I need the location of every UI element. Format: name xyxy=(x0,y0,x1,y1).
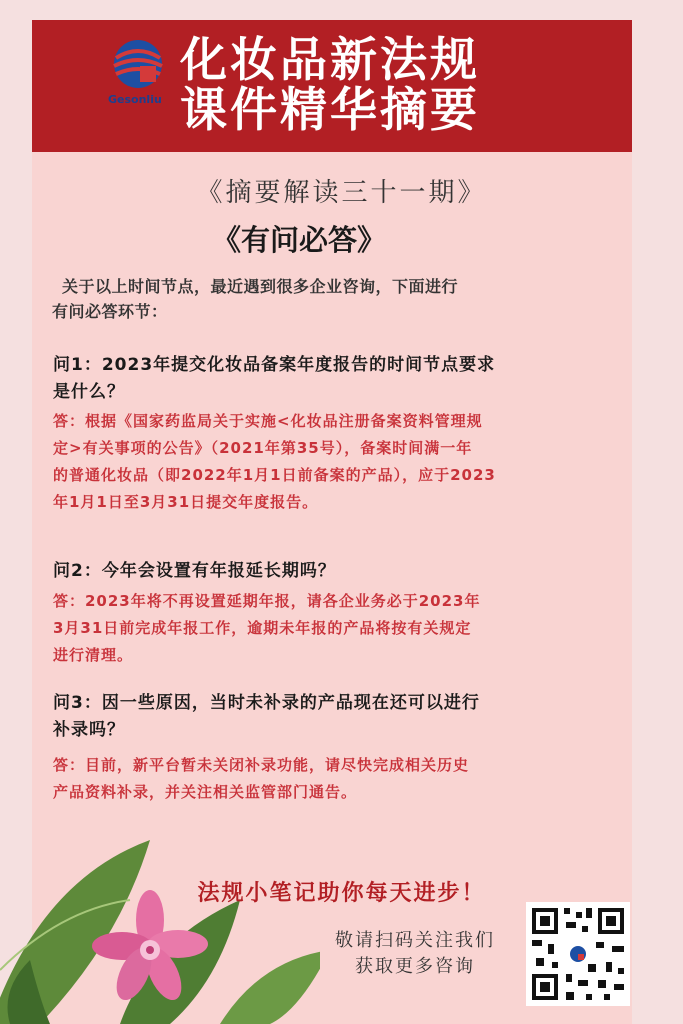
answer-2-line-1: 答：2023年将不再设置延期年报，请各企业务必于2023年 xyxy=(53,592,481,610)
answer-1 xyxy=(53,408,628,516)
intro-line-1: 关于以上时间节点，最近遇到很多企业咨询，下面进行 xyxy=(62,277,459,296)
answer-3-line-1: 答：目前，新平台暂未关闭补录功能，请尽快完成相关历史 xyxy=(53,756,470,774)
question-3 xyxy=(53,690,628,744)
answer-1-line-1: 答：根据《国家药监局关于实施<化妆品注册备案资料管理规 xyxy=(53,412,483,430)
question-3-line-2: 补录吗？ xyxy=(53,720,125,740)
question-1-line-1: 问1：2023年提交化妆品备案年度报告的时间节点要求 xyxy=(53,355,496,375)
intro-line-2: 有问必答环节： xyxy=(52,302,168,321)
follow-text xyxy=(300,928,530,980)
globe-logo-icon xyxy=(110,36,166,96)
flower-leaves-decoration-icon xyxy=(0,820,320,1024)
question-2-line-1: 问2：今年会设置有年报延长期吗？ xyxy=(53,561,336,581)
answer-1-line-2: 定>有关事项的公告》（2021年第35号），备案时间满一年 xyxy=(53,439,473,457)
question-2 xyxy=(53,558,628,585)
follow-line-2: 获取更多咨询 xyxy=(355,956,475,977)
banner-title-line-2: 课件精华摘要 xyxy=(180,83,480,138)
slogan: 法规小笔记助你每天进步！ xyxy=(197,881,486,906)
answer-1-line-4: 年1月1日至3月31日提交年度报告。 xyxy=(53,493,319,511)
section-title: 《有问必答》 xyxy=(212,223,387,257)
answer-1-line-3: 的普通化妆品（即2022年1月1日前备案的产品），应于2023 xyxy=(53,466,496,484)
intro-paragraph xyxy=(52,274,612,324)
issue-subtitle: 《摘要解读三十一期》 xyxy=(196,178,487,208)
banner-title-line-1: 化妆品新法规 xyxy=(180,33,480,88)
answer-2-line-3: 进行清理。 xyxy=(53,646,134,664)
follow-line-1: 敬请扫码关注我们 xyxy=(335,930,495,951)
question-1-line-2: 是什么？ xyxy=(53,382,125,402)
answer-3 xyxy=(53,752,628,806)
answer-2-line-2: 3月31日前完成年报工作，逾期未年报的产品将按有关规定 xyxy=(53,619,472,637)
answer-3-line-2: 产品资料补录，并关注相关监管部门通告。 xyxy=(53,783,358,801)
question-3-line-1: 问3：因一些原因，当时未补录的产品现在还可以进行 xyxy=(53,693,480,713)
question-1 xyxy=(53,352,628,406)
answer-2 xyxy=(53,588,628,669)
qr-code-icon[interactable] xyxy=(526,902,630,1006)
logo-brand-text: Gesonliu xyxy=(108,93,162,106)
